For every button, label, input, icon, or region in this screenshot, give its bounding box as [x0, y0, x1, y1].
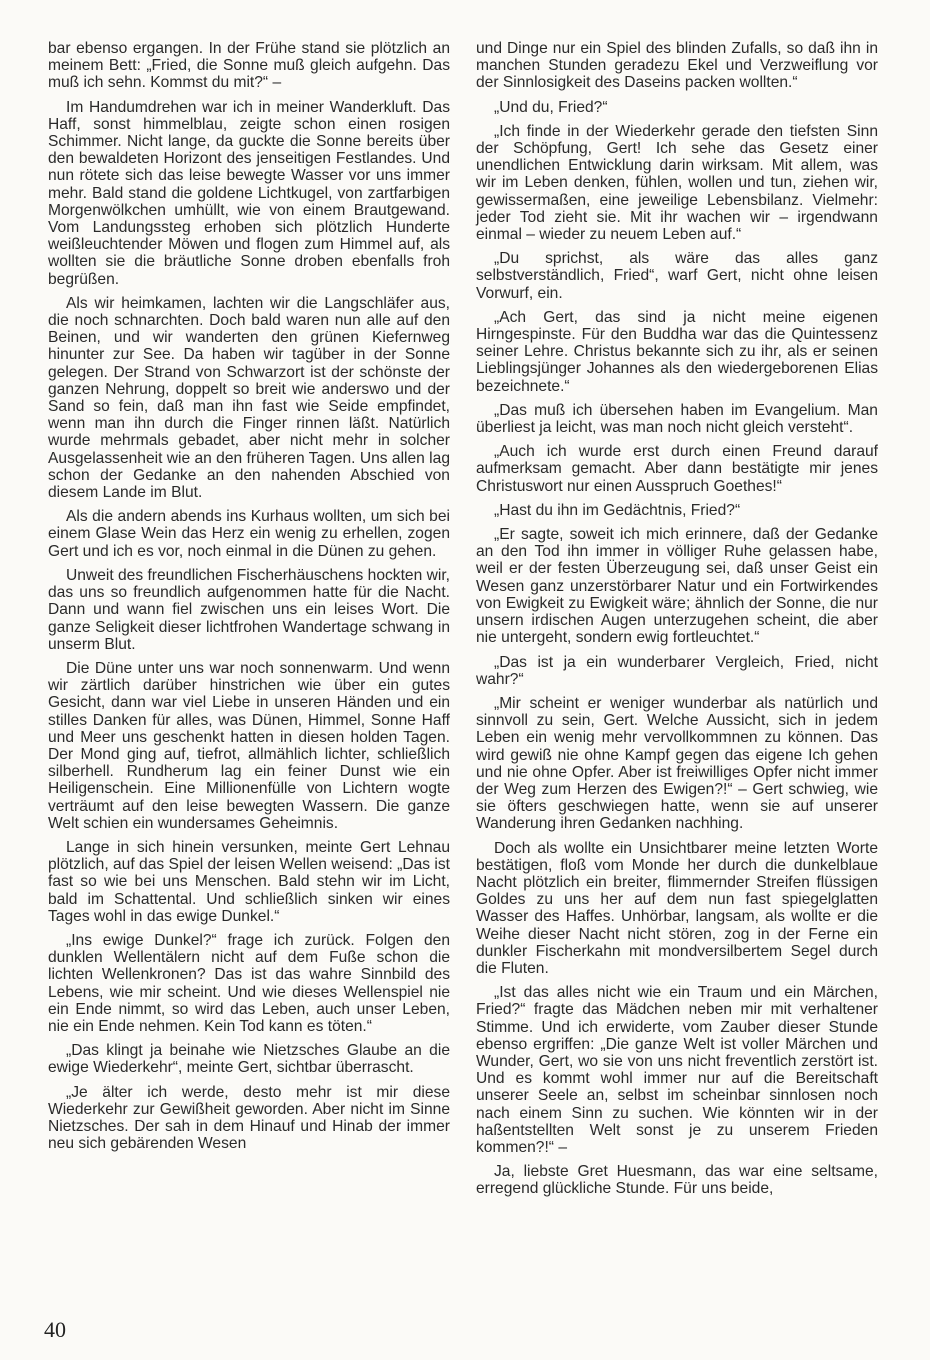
- paragraph: „Je älter ich werde, desto mehr ist mir diese Wiederkehr zur Gewißheit geworden. Aber nicht im Sinne Nietzsches. Der sah in dem Hinauf und Hinab der immer neu sich gebärenden Wesen: [48, 1083, 450, 1153]
- paragraph: „Ist das alles nicht wie ein Traum und ein Märchen, Fried?“ fragte das Mädchen neben mir mit verhaltener Stimme. Und ich erwiderte, vom Zauber dieser Stunde ebenso ergriffen: „Die ganze Welt ist voller Märchen und Wunder, Gert, wo sie von uns nicht freventlich zerstört ist. Und es kommt wohl immer nur auf die Bereitschaft unserer Seele an, selbst im scheinbar sinnlosen noch nach einem Sinn zu suchen. Wie könnten wir in der haßentstellten Welt sonst je zu unserem Frieden kommen?!“ –: [476, 984, 878, 1156]
- paragraph: Unweit des freundlichen Fischerhäuschens hockten wir, das uns so freundlich aufgenommen hatte für die Nacht. Dann und wann fiel zwischen uns ein leises Wort. Die ganze Seligkeit dieser lichtfrohen Wandertage schwang in unserm Blut.: [48, 566, 450, 653]
- paragraph: und Dinge nur ein Spiel des blinden Zufalls, so daß ihn in manchen Stunden geradezu Ekel und Verzweiflung vor der Sinnlosigkeit des Daseins packen wollten.“: [476, 40, 878, 92]
- paragraph: „Und du, Fried?“: [494, 98, 608, 116]
- paragraph: bar ebenso ergangen. In der Frühe stand sie plötzlich an meinem Bett: „Fried, die Sonne muß gleich aufgehn. Das muß ich sehn. Kommst du mit?“ –: [48, 40, 450, 92]
- paragraph: „Das klingt ja beinahe wie Nietzsches Glaube an die ewige Wiederkehr“, meinte Gert, sichtbar überrascht.: [48, 1042, 450, 1077]
- paragraph: „Das ist ja ein wunderbarer Vergleich, Fried, nicht wahr?“: [476, 653, 878, 688]
- paragraph: „Mir scheint er weniger wunderbar als natürlich und sinnvoll zu sein, Gert. Welche Aussicht, sich in jedem Leben ein wenig mehr vervollkommnen zu können. Das wird gewiß nie ohne Kampf gegen das eigene Ich gehen und nie ohne Opfer. Aber ist freiwilliges Opfer nicht immer der Weg zum Herzen des Ewigen?!“ – Gert schwieg, wie sie öfters geschwiegen hatte, wenn sie auf unserer Wanderung ihren Gedanken nachhing.: [476, 694, 878, 833]
- paragraph: Die Düne unter uns war noch sonnenwarm. Und wenn wir zärtlich darüber hinstrichen wie über ein gutes Gesicht, dann war viel Liebe in unseren Händen und ein stilles Danken für alles, was Dünen, Himmel, Sonne Haff und Meer uns geschenkt hatten in diesen holden Tagen. Der Mond ging auf, tiefrot, allmählich lichter, schließlich silberhell. Rundherum lag ein feiner Dunst wie ein Heiligenschein. Eine Millionenfülle von Lichtern wogte verträumt auf den leise bewegten Wassern. Die ganze Welt schien ein wundersames Geheimnis.: [48, 659, 450, 832]
- paragraph: Als wir heimkamen, lachten wir die Langschläfer aus, die noch schnarchten. Doch bald waren nun alle auf den Beinen, und wir wanderten den grünen Kiefernweg hinunter zur See. Da haben wir tagüber in der Sonne gelegen. Der Strand von Schwarzort ist der schönste der ganzen Nehrung, doppelt so breit wie anderswo und der Sand so fein, daß man ihn fast wie Seide empfindet, wenn man ihn durch die Finger rinnen läßt. Natürlich wurde mehrmals gebadet, aber nicht mehr in solcher Ausgelassenheit wie an den früheren Tagen. Uns allen lag schon der Gedanke an den nahenden Abschied von diesem Lande im Blut.: [48, 294, 450, 502]
- paragraph: „Du sprichst, als wäre das alles ganz selbstverständlich, Fried“, warf Gert, nicht ohne leisen Vorwurf, ein.: [476, 250, 878, 302]
- paragraph: „Er sagte, soweit ich mich erinnere, daß der Gedanke an den Tod ihn immer in völliger Ruhe gelassen habe, weil er der festen Überzeugung sei, daß unser Geist ein Wesen ganz unzerstörbarer Natur und ein Fortwirkendes von Ewigkeit zu Ewigkeit wäre; ähnlich der Sonne, die nur unsern irdischen Augen unterzugehen scheint, die aber nie untergeht, sondern ewig fortleuchtet.“: [476, 526, 878, 647]
- paragraph: Doch als wollte ein Unsichtbarer meine letzten Worte bestätigen, floß vom Monde her durch die dunkelblaue Nacht plötzlich ein breiter, flimmernder Streifen flüssigen Goldes zu uns her auf dem nun fast spiegelglatten Wasser des Haffes. Unhörbar, langsam, als wollte er die Weihe dieser Nacht nicht stören, zog in der Ferne ein dunkler Fischerkahn mit mondversilbertem Segel durch die Fluten.: [476, 839, 878, 977]
- paragraph: „Auch ich wurde erst durch einen Freund darauf aufmerksam gemacht. Aber dann bestätigte mir jenes Christuswort nur einen Ausspruch Goethes!“: [476, 443, 878, 495]
- paragraph: „Hast du ihn im Gedächtnis, Fried?“: [494, 501, 741, 519]
- left-column: [48, 40, 450, 1152]
- paragraph: Ja, liebste Gret Huesmann, das war eine seltsame, erregend glückliche Stunde. Für uns beide,: [476, 1163, 878, 1198]
- page-number: 40: [44, 1317, 66, 1342]
- paragraph: „Das muß ich übersehen haben im Evangelium. Man überliest ja leicht, was man noch nicht gleich versteht“.: [476, 401, 878, 437]
- paragraph: Lange in sich hinein versunken, meinte Gert Lehnau plötzlich, auf das Spiel der leisen Wellen weisend: „Das ist fast so wie bei uns Menschen. Bald stehn wir im Licht, bald im Schattental. Und schließlich sinken wir eines Tages wohl in das ewige Dunkel.“: [48, 838, 450, 925]
- paragraph: „Ins ewige Dunkel?“ frage ich zurück. Folgen den dunklen Wellentälern nicht auf dem Fuße schon die lichten Wellenkronen? Das ist das wahre Sinnbild des Lebens, wie mir scheint. Und wie dieses Wellenspiel nie ein Ende nimmt, so wird das Leben, auch unser Leben, nie ein Ende nehmen. Kein Tod kann es töten.“: [48, 931, 450, 1035]
- paragraph: Als die andern abends ins Kurhaus wollten, um sich bei einem Glase Wein das Herz ein wenig zu erhellen, zogen Gert und ich es vor, noch einmal in die Dünen zu gehen.: [48, 508, 450, 560]
- paragraph: „Ich finde in der Wiederkehr gerade den tiefsten Sinn der Schöpfung, Gert! Ich sehe das Gesetz einer unendlichen Entwicklung darin wirksam. Mit allem, was wir im Leben denken, fühlen, wollen und tun, ziehen wir, gewissermaßen, eine jeweilige Lebensbilanz. Vielmehr: jeder Tod zieht sie. Mit ihr wachen wir – irgendwann einmal – wieder zu neuem Leben auf.“: [476, 122, 878, 244]
- right-column: [476, 40, 878, 1198]
- paragraph: Im Handumdrehen war ich in meiner Wanderkluft. Das Haff, sonst himmelblau, zeigte schon einen rosigen Schimmer. Nicht lange, da guckte die Sonne bereits über den bewaldeten Horizont des jenseitigen Festlandes. Und nun rötete sich das leise bewegte Wasser vor uns immer mehr. Bald stand die goldene Lichtkugel, von zartfarbigen Morgenwölkchen umhüllt, wie von einem Brautgewand. Vom Landungssteg erhoben sich plötzlich Hunderte weißleuchtender Möwen und flogen zum Himmel auf, als wollten sie die bräutliche Sonne droben ebenfalls froh begrüßen.: [48, 98, 450, 288]
- paragraph: „Ach Gert, das sind ja nicht meine eigenen Hirngespinste. Für den Buddha war das die Quintessenz seiner Lehre. Christus bekannte sich zu ihr, als er seinen Lieblingsjünger Johannes als den wiedergeborenen Elias bezeichnete.“: [476, 308, 878, 395]
